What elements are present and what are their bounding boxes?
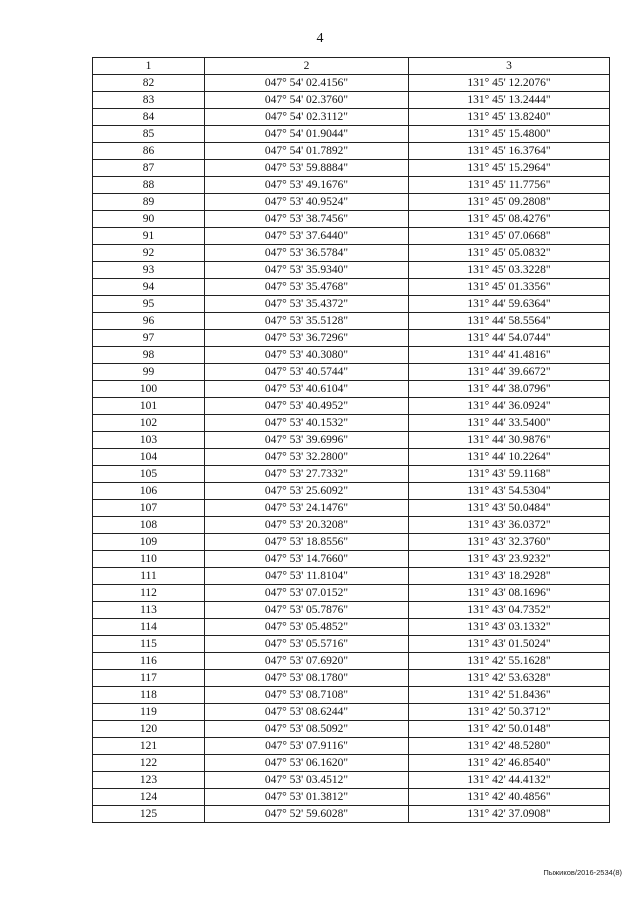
cell-longitude: 131° 45' 03.3228" [409, 262, 610, 279]
cell-longitude: 131° 45' 11.7756" [409, 177, 610, 194]
cell-latitude: 047° 53' 08.6244" [205, 704, 409, 721]
cell-point-number: 122 [93, 755, 205, 772]
table-row [93, 330, 610, 347]
cell-longitude: 131° 42' 50.0148" [409, 721, 610, 738]
cell-point-number: 95 [93, 296, 205, 313]
cell-latitude: 047° 53' 36.5784" [205, 245, 409, 262]
table-row [93, 568, 610, 585]
cell-longitude: 131° 45' 08.4276" [409, 211, 610, 228]
table-row [93, 517, 610, 534]
cell-latitude: 047° 53' 06.1620" [205, 755, 409, 772]
cell-longitude: 131° 43' 32.3760" [409, 534, 610, 551]
cell-longitude: 131° 44' 41.4816" [409, 347, 610, 364]
header-cell-longitude: 3 [409, 58, 610, 75]
coordinates-table [92, 57, 610, 823]
cell-latitude: 047° 53' 07.0152" [205, 585, 409, 602]
cell-latitude: 047° 52' 59.6028" [205, 806, 409, 823]
cell-point-number: 89 [93, 194, 205, 211]
cell-latitude: 047° 53' 07.6920" [205, 653, 409, 670]
cell-point-number: 83 [93, 92, 205, 109]
cell-longitude: 131° 45' 12.2076" [409, 75, 610, 92]
cell-point-number: 111 [93, 568, 205, 585]
cell-point-number: 115 [93, 636, 205, 653]
cell-longitude: 131° 45' 16.3764" [409, 143, 610, 160]
cell-point-number: 120 [93, 721, 205, 738]
cell-point-number: 108 [93, 517, 205, 534]
cell-point-number: 92 [93, 245, 205, 262]
cell-longitude: 131° 42' 37.0908" [409, 806, 610, 823]
table-row [93, 347, 610, 364]
cell-longitude: 131° 44' 10.2264" [409, 449, 610, 466]
cell-point-number: 85 [93, 126, 205, 143]
cell-longitude: 131° 45' 13.2444" [409, 92, 610, 109]
table-row [93, 177, 610, 194]
cell-latitude: 047° 53' 40.1532" [205, 415, 409, 432]
table-row [93, 636, 610, 653]
cell-point-number: 104 [93, 449, 205, 466]
cell-point-number: 113 [93, 602, 205, 619]
cell-latitude: 047° 53' 38.7456" [205, 211, 409, 228]
cell-latitude: 047° 53' 03.4512" [205, 772, 409, 789]
table-row [93, 194, 610, 211]
table-row [93, 806, 610, 823]
cell-latitude: 047° 53' 35.5128" [205, 313, 409, 330]
cell-point-number: 90 [93, 211, 205, 228]
cell-point-number: 105 [93, 466, 205, 483]
cell-latitude: 047° 53' 11.8104" [205, 568, 409, 585]
cell-point-number: 125 [93, 806, 205, 823]
table-row [93, 364, 610, 381]
table-row [93, 449, 610, 466]
cell-longitude: 131° 42' 44.4132" [409, 772, 610, 789]
cell-longitude: 131° 43' 18.2928" [409, 568, 610, 585]
table-row [93, 653, 610, 670]
table-row [93, 126, 610, 143]
cell-point-number: 121 [93, 738, 205, 755]
cell-latitude: 047° 53' 40.4952" [205, 398, 409, 415]
cell-point-number: 96 [93, 313, 205, 330]
cell-latitude: 047° 54' 02.3112" [205, 109, 409, 126]
table-row [93, 483, 610, 500]
cell-latitude: 047° 53' 35.4372" [205, 296, 409, 313]
cell-longitude: 131° 42' 48.5280" [409, 738, 610, 755]
table-row [93, 75, 610, 92]
cell-latitude: 047° 53' 35.4768" [205, 279, 409, 296]
cell-latitude: 047° 53' 39.6996" [205, 432, 409, 449]
cell-latitude: 047° 53' 18.8556" [205, 534, 409, 551]
header-cell-number: 1 [93, 58, 205, 75]
cell-latitude: 047° 53' 01.3812" [205, 789, 409, 806]
cell-latitude: 047° 53' 24.1476" [205, 500, 409, 517]
cell-latitude: 047° 53' 40.3080" [205, 347, 409, 364]
table-row [93, 211, 610, 228]
table-row [93, 670, 610, 687]
cell-point-number: 124 [93, 789, 205, 806]
cell-longitude: 131° 44' 58.5564" [409, 313, 610, 330]
cell-latitude: 047° 54' 02.3760" [205, 92, 409, 109]
cell-latitude: 047° 54' 02.4156" [205, 75, 409, 92]
cell-point-number: 84 [93, 109, 205, 126]
cell-longitude: 131° 45' 15.4800" [409, 126, 610, 143]
cell-latitude: 047° 53' 49.1676" [205, 177, 409, 194]
table-row [93, 619, 610, 636]
table-row [93, 262, 610, 279]
cell-point-number: 101 [93, 398, 205, 415]
cell-longitude: 131° 42' 51.8436" [409, 687, 610, 704]
cell-longitude: 131° 44' 33.5400" [409, 415, 610, 432]
cell-latitude: 047° 53' 08.5092" [205, 721, 409, 738]
cell-longitude: 131° 42' 53.6328" [409, 670, 610, 687]
cell-longitude: 131° 44' 39.6672" [409, 364, 610, 381]
cell-latitude: 047° 54' 01.7892" [205, 143, 409, 160]
cell-point-number: 86 [93, 143, 205, 160]
table-row [93, 398, 610, 415]
header-cell-latitude: 2 [205, 58, 409, 75]
cell-latitude: 047° 53' 20.3208" [205, 517, 409, 534]
cell-latitude: 047° 53' 40.5744" [205, 364, 409, 381]
table-row [93, 738, 610, 755]
table-row [93, 296, 610, 313]
cell-longitude: 131° 44' 38.0796" [409, 381, 610, 398]
table-row [93, 755, 610, 772]
table-row [93, 279, 610, 296]
table-row [93, 143, 610, 160]
cell-longitude: 131° 43' 50.0484" [409, 500, 610, 517]
table-row [93, 160, 610, 177]
cell-longitude: 131° 43' 54.5304" [409, 483, 610, 500]
table-row [93, 313, 610, 330]
cell-latitude: 047° 53' 37.6440" [205, 228, 409, 245]
cell-latitude: 047° 54' 01.9044" [205, 126, 409, 143]
cell-latitude: 047° 53' 35.9340" [205, 262, 409, 279]
table-row [93, 789, 610, 806]
cell-point-number: 94 [93, 279, 205, 296]
table-body [93, 75, 610, 823]
cell-point-number: 106 [93, 483, 205, 500]
cell-latitude: 047° 53' 36.7296" [205, 330, 409, 347]
cell-point-number: 100 [93, 381, 205, 398]
cell-longitude: 131° 44' 30.9876" [409, 432, 610, 449]
cell-longitude: 131° 45' 13.8240" [409, 109, 610, 126]
cell-point-number: 103 [93, 432, 205, 449]
cell-longitude: 131° 44' 36.0924" [409, 398, 610, 415]
cell-point-number: 97 [93, 330, 205, 347]
cell-latitude: 047° 53' 05.4852" [205, 619, 409, 636]
cell-point-number: 99 [93, 364, 205, 381]
cell-latitude: 047° 53' 08.7108" [205, 687, 409, 704]
cell-longitude: 131° 45' 09.2808" [409, 194, 610, 211]
cell-longitude: 131° 45' 07.0668" [409, 228, 610, 245]
cell-latitude: 047° 53' 59.8884" [205, 160, 409, 177]
cell-point-number: 98 [93, 347, 205, 364]
table-row [93, 432, 610, 449]
cell-point-number: 87 [93, 160, 205, 177]
table-row [93, 500, 610, 517]
cell-longitude: 131° 43' 04.7352" [409, 602, 610, 619]
cell-longitude: 131° 45' 01.3356" [409, 279, 610, 296]
cell-point-number: 88 [93, 177, 205, 194]
cell-point-number: 110 [93, 551, 205, 568]
cell-latitude: 047° 53' 25.6092" [205, 483, 409, 500]
cell-point-number: 82 [93, 75, 205, 92]
table-row [93, 245, 610, 262]
cell-point-number: 107 [93, 500, 205, 517]
table-row [93, 721, 610, 738]
cell-point-number: 91 [93, 228, 205, 245]
cell-point-number: 118 [93, 687, 205, 704]
cell-latitude: 047° 53' 05.7876" [205, 602, 409, 619]
cell-longitude: 131° 44' 59.6364" [409, 296, 610, 313]
table-row [93, 534, 610, 551]
table-row [93, 92, 610, 109]
table-row [93, 228, 610, 245]
cell-longitude: 131° 42' 50.3712" [409, 704, 610, 721]
cell-point-number: 119 [93, 704, 205, 721]
table-row [93, 687, 610, 704]
table-row [93, 585, 610, 602]
page-number: 4 [316, 31, 324, 46]
cell-latitude: 047° 53' 32.2800" [205, 449, 409, 466]
cell-longitude: 131° 45' 15.2964" [409, 160, 610, 177]
cell-point-number: 114 [93, 619, 205, 636]
cell-point-number: 112 [93, 585, 205, 602]
cell-longitude: 131° 43' 03.1332" [409, 619, 610, 636]
cell-longitude: 131° 45' 05.0832" [409, 245, 610, 262]
cell-longitude: 131° 43' 36.0372" [409, 517, 610, 534]
cell-point-number: 109 [93, 534, 205, 551]
document-reference: Пыжиков/2016-2534(8) [543, 868, 622, 877]
table-row [93, 704, 610, 721]
cell-longitude: 131° 42' 55.1628" [409, 653, 610, 670]
cell-point-number: 93 [93, 262, 205, 279]
cell-longitude: 131° 43' 23.9232" [409, 551, 610, 568]
table-row [93, 109, 610, 126]
table-header-row [93, 58, 610, 75]
cell-latitude: 047° 53' 05.5716" [205, 636, 409, 653]
cell-longitude: 131° 43' 08.1696" [409, 585, 610, 602]
cell-longitude: 131° 44' 54.0744" [409, 330, 610, 347]
table-row [93, 415, 610, 432]
cell-point-number: 102 [93, 415, 205, 432]
table-row [93, 602, 610, 619]
cell-latitude: 047° 53' 07.9116" [205, 738, 409, 755]
cell-latitude: 047° 53' 27.7332" [205, 466, 409, 483]
table-row [93, 466, 610, 483]
cell-latitude: 047° 53' 40.9524" [205, 194, 409, 211]
table-row [93, 381, 610, 398]
table-row [93, 551, 610, 568]
cell-latitude: 047° 53' 40.6104" [205, 381, 409, 398]
table-row [93, 772, 610, 789]
cell-longitude: 131° 43' 01.5024" [409, 636, 610, 653]
cell-point-number: 116 [93, 653, 205, 670]
cell-latitude: 047° 53' 14.7660" [205, 551, 409, 568]
cell-latitude: 047° 53' 08.1780" [205, 670, 409, 687]
cell-longitude: 131° 43' 59.1168" [409, 466, 610, 483]
cell-point-number: 123 [93, 772, 205, 789]
cell-longitude: 131° 42' 40.4856" [409, 789, 610, 806]
cell-longitude: 131° 42' 46.8540" [409, 755, 610, 772]
cell-point-number: 117 [93, 670, 205, 687]
